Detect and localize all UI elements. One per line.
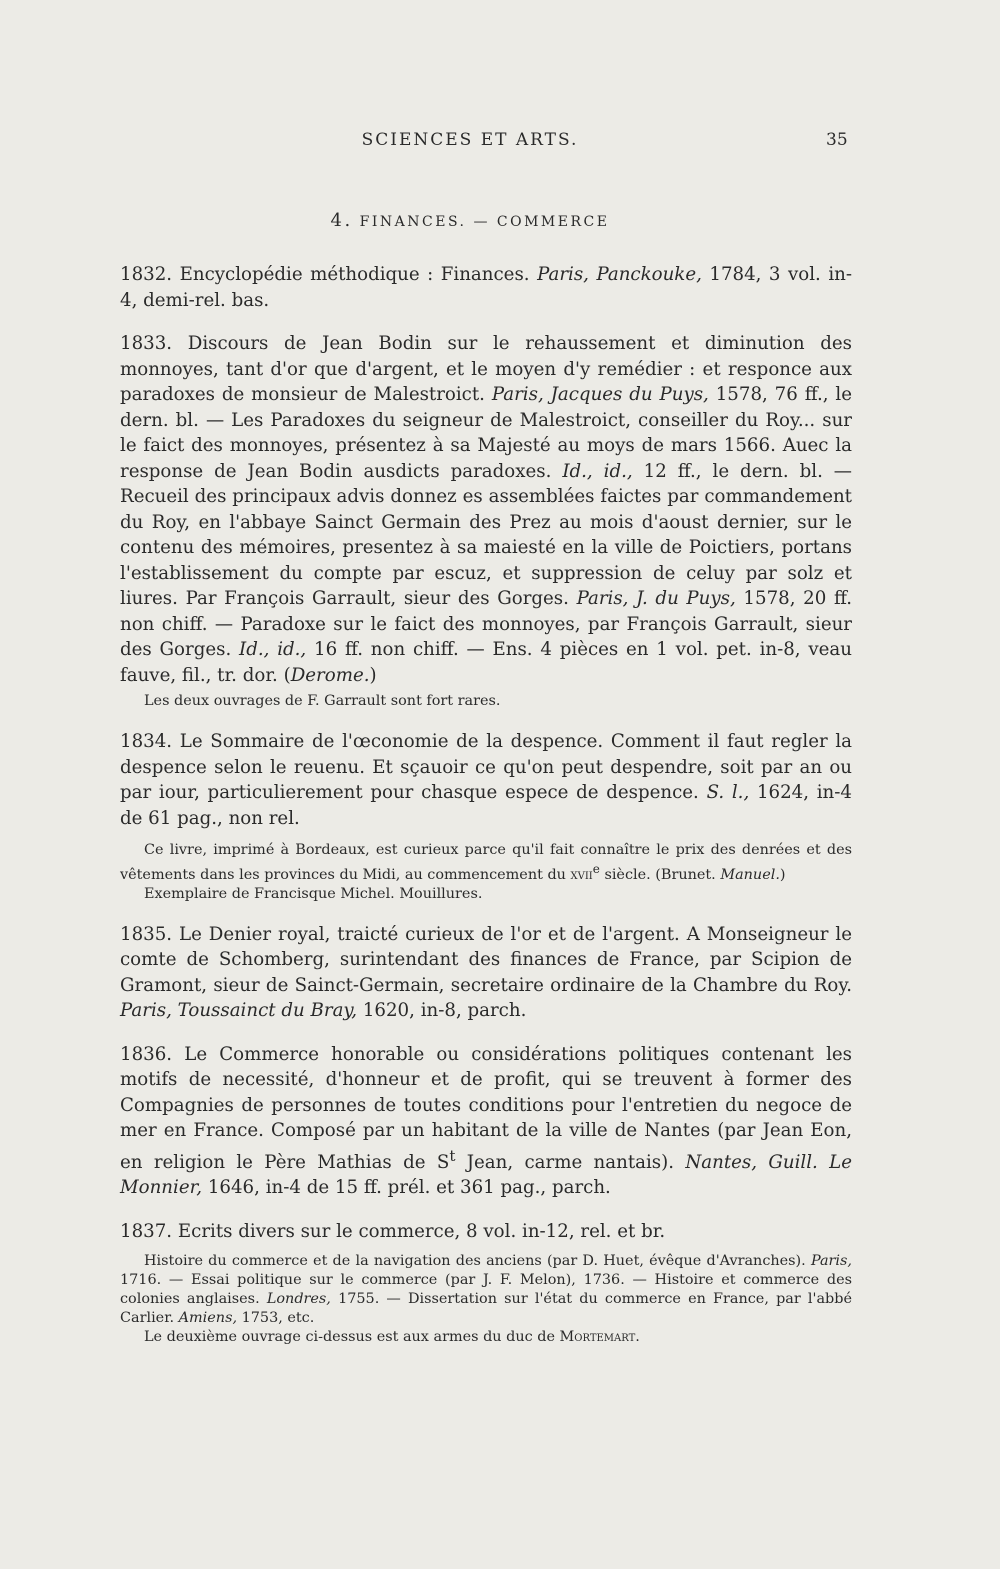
- note-text: ): [779, 866, 786, 883]
- imprint: Id., id.,: [562, 460, 633, 482]
- imprint: Nantes, Guill. Le Monnier,: [120, 1151, 852, 1199]
- lot-number: 1836.: [120, 1043, 173, 1065]
- note-text: 1753, etc.: [237, 1310, 315, 1327]
- entry-note: [120, 1252, 852, 1347]
- note-imprint: Londres,: [266, 1291, 331, 1308]
- note-imprint: Amiens,: [178, 1310, 238, 1327]
- entry-text: 1646, in-4 de 15 ff. prél. et 361 pag., parch.: [202, 1177, 611, 1199]
- entry-text: Ecrits divers sur le commerce, 8 vol. in-12, rel. et br.: [172, 1220, 666, 1242]
- entry-text: Discours de Jean Bodin sur le rehaussement et diminution des monnoyes, tant d'or que d'argent, et le moyen d'y remédier : et responce aux paradoxes de monsieur de Malestroict.: [120, 333, 852, 405]
- entry-1835: [120, 922, 852, 1024]
- note-text: Ce livre, imprimé à Bordeaux, est curieux parce qu'il fait connaître le prix des denrées et des vêtements dans les provinces du Midi, au commencement du: [120, 842, 852, 883]
- note-text: xvii: [570, 866, 593, 883]
- section-number: 4.: [330, 210, 353, 231]
- entry-text: Le Denier royal, traicté curieux de l'or et de l'argent. A Monseigneur le comte de Schomberg, surintendant des finances de France, par Scipion de Gramont, sieur de Sainct-Germain, secretaire ordinaire de la Chambre du Roy.: [120, 923, 852, 996]
- entry-text: Le Sommaire de l'œconomie de la despence. Comment il faut regler la despence selon le reuenu. Et sçauoir ce qu'on peut despendre, soit par an ou par iour, particulierement pour chasque espece de despence.: [120, 731, 852, 803]
- note-text: Histoire du commerce et de la navigation des anciens (par D. Huet, évêque d'Avranches).: [144, 1253, 811, 1270]
- note-text: Le deuxième ouvrage ci-dessus est aux armes du duc de: [144, 1329, 560, 1346]
- imprint: Paris, Jacques du Puys,: [491, 384, 709, 405]
- lot-number: 1833.: [120, 333, 173, 354]
- section-title: FINANCES. — COMMERCE: [359, 214, 610, 230]
- imprint: Paris, Panckouke,: [537, 264, 702, 285]
- entry-text: 1624, in-4 de 61 pag., non rel.: [120, 782, 852, 829]
- note-text: Les deux ouvrages de F. Garrault sont fort rares.: [144, 693, 501, 709]
- note-imprint: Paris,: [810, 1253, 852, 1270]
- entry-1834: [120, 729, 852, 904]
- entry-text: 1784, 3 vol. in-4, demi-rel. bas.: [120, 264, 852, 311]
- note-text: 1755. — Dissertation sur l'état du commerce en France, par l'abbé Carlier.: [120, 1291, 852, 1327]
- entry-1832: [120, 262, 852, 313]
- section-heading: [0, 210, 940, 231]
- lot-number: 1832.: [120, 264, 173, 285]
- binder: Derome.: [290, 664, 370, 686]
- lot-number: 1837.: [120, 1220, 173, 1242]
- entry-1836: [120, 1042, 852, 1201]
- note-text: siècle. (Brunet.: [599, 866, 721, 883]
- entry-text: 16 ff. non chiff. — Ens. 4 pièces en 1 vol. pet. in-8, veau fauve, fil., tr. dor. (: [120, 639, 852, 686]
- running-title: SCIENCES ET ARTS.: [361, 130, 579, 150]
- note-title: Manuel.: [720, 866, 780, 883]
- imprint: S. l.,: [706, 782, 750, 803]
- catalogue-body: [120, 262, 852, 1365]
- entry-text: 1578, 76 ff., le dern. bl. — Les Paradoxes du seigneur de Malestroict, conseiller du Roy... sur le faict des monnoyes, présentez à sa Majesté au moys de mars 1566. Auec la response de Jean Bodin ausdicts paradoxes.: [120, 384, 852, 482]
- running-head: [0, 130, 1000, 154]
- note-text: Exemplaire de Francisque Michel. Mouillures.: [144, 885, 483, 902]
- entry-text: 1620, in-8, parch.: [357, 1000, 527, 1022]
- entry-note: [120, 692, 852, 711]
- page-number: 35: [826, 130, 848, 150]
- entry-text: Le Commerce honorable ou considérations politiques contenant les motifs de necessité, d'honneur et de profit, qui se treuvent à former des Compagnies de personnes de toutes conditions pour l'entretien du negoce de mer en France. Composé par un habitant de la ville de Nantes (par Jean Eon, en religion le Père Mathias de S: [120, 1043, 852, 1173]
- entry-note: [120, 841, 852, 904]
- note-sup: e: [592, 862, 600, 876]
- note-text: 1716. — Essai politique sur le commerce (par J. F. Melon), 1736. — Histoire et commerce des colonies anglaises.: [120, 1272, 852, 1308]
- entry-text: 12 ff., le dern. bl. — Recueil des principaux advis donnez es assemblées faictes par commandement du Roy, en l'abbaye Sainct Germain des Prez au mois d'aoust dernier, sur le contenu des mémoires, presentez à sa maiesté en la ville de Poictiers, portans l'establissement du compte par escuz, et suppression de celuy par solz et liures. Par François Garrault, sieur des Gorges.: [120, 460, 852, 609]
- entry-text: ): [369, 664, 377, 686]
- lot-number: 1834.: [120, 731, 173, 752]
- note-name: Mortemart: [559, 1329, 636, 1346]
- entry-1833: [120, 331, 852, 711]
- lot-number: 1835.: [120, 923, 173, 945]
- imprint: Paris, Toussainct du Bray,: [120, 1000, 358, 1022]
- entry-text: Jean, carme nantais).: [455, 1151, 686, 1173]
- imprint: Id., id.,: [239, 639, 307, 660]
- entry-text: 1578, 20 ff. non chiff. — Paradoxe sur le faict des monnoyes, par François Garrault, sieur des Gorges.: [120, 588, 852, 660]
- imprint: Paris, J. du Puys,: [576, 588, 736, 609]
- note-text: .: [635, 1329, 640, 1346]
- entry-sup: t: [449, 1146, 456, 1165]
- entry-1837: [120, 1219, 852, 1348]
- entry-text: Encyclopédie méthodique : Finances.: [172, 264, 538, 285]
